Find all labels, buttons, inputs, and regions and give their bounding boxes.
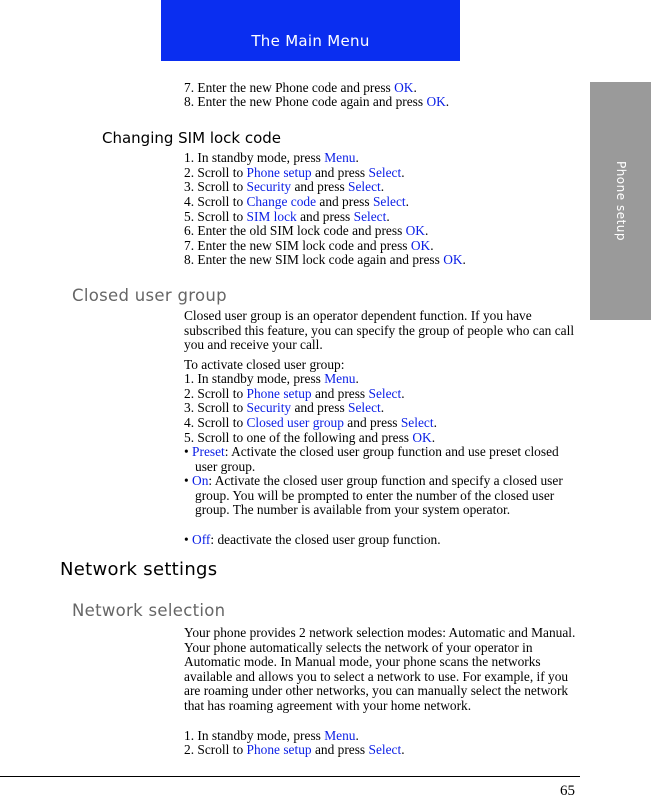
- option-off: • Off: deactivate the closed user group function.: [184, 532, 441, 547]
- step-line: 7. Enter the new Phone code and press OK.: [184, 80, 417, 95]
- step-line: 5. Scroll to one of the following and press OK.: [184, 430, 436, 445]
- step-line: 2. Scroll to Phone setup and press Select.: [184, 165, 405, 180]
- footer-rule: [0, 776, 580, 777]
- step-line: 5. Scroll to SIM lock and press Select.: [184, 209, 390, 224]
- step-line: 3. Scroll to Security and press Select.: [184, 400, 385, 415]
- activate-label: To activate closed user group:: [184, 357, 345, 372]
- closed-user-group-intro: Closed user group is an operator dependent function. If you have subscribed this feature, you can specify the group of people who can call you and receive your call.: [184, 308, 575, 353]
- closed-user-group-heading: Closed user group: [72, 286, 227, 305]
- side-section-tab: [590, 82, 651, 320]
- page-number: 65: [560, 783, 575, 799]
- step-line: 6. Enter the old SIM lock code and press OK.: [184, 223, 429, 238]
- step-line: 1. In standby mode, press Menu.: [184, 371, 359, 386]
- step-line: 1. In standby mode, press Menu.: [184, 150, 359, 165]
- option-preset: • Preset: Activate the closed user group function and use preset closed user group.: [184, 444, 559, 474]
- network-selection-heading: Network selection: [72, 601, 226, 620]
- network-settings-heading: Network settings: [60, 559, 218, 580]
- network-selection-body: Your phone provides 2 network selection modes: Automatic and Manual. Your phone automatically selects the network of your operator in Automatic mode. In Manual mode, your phone scans the networks available and allows you to select a network to use. For example, if you are roaming under other networks, you can manually select the network that has roaming agreement with your home network.: [184, 625, 576, 713]
- step-line: 4. Scroll to Change code and press Select.: [184, 194, 410, 209]
- step-line: 8. Enter the new Phone code again and press OK.: [184, 94, 450, 109]
- step-line: 7. Enter the new SIM lock code and press OK.: [184, 238, 434, 253]
- option-on: • On: Activate the closed user group function and specify a closed user group. You will be prompted to enter the number of the closed user group. The number is available from your system operator.: [184, 473, 563, 518]
- step-line: 2. Scroll to Phone setup and press Select.: [184, 386, 405, 401]
- side-tab-label: Phone setup: [613, 160, 628, 242]
- step-line: 3. Scroll to Security and press Select.: [184, 179, 385, 194]
- chapter-title: The Main Menu: [251, 32, 370, 50]
- step-line: 2. Scroll to Phone setup and press Select.: [184, 742, 405, 757]
- step-line: 1. In standby mode, press Menu.: [184, 728, 359, 743]
- sim-lock-heading: Changing SIM lock code: [102, 129, 282, 147]
- chapter-header: [161, 0, 460, 61]
- step-line: 8. Enter the new SIM lock code again and press OK.: [184, 252, 466, 267]
- step-line: 4. Scroll to Closed user group and press Select.: [184, 415, 437, 430]
